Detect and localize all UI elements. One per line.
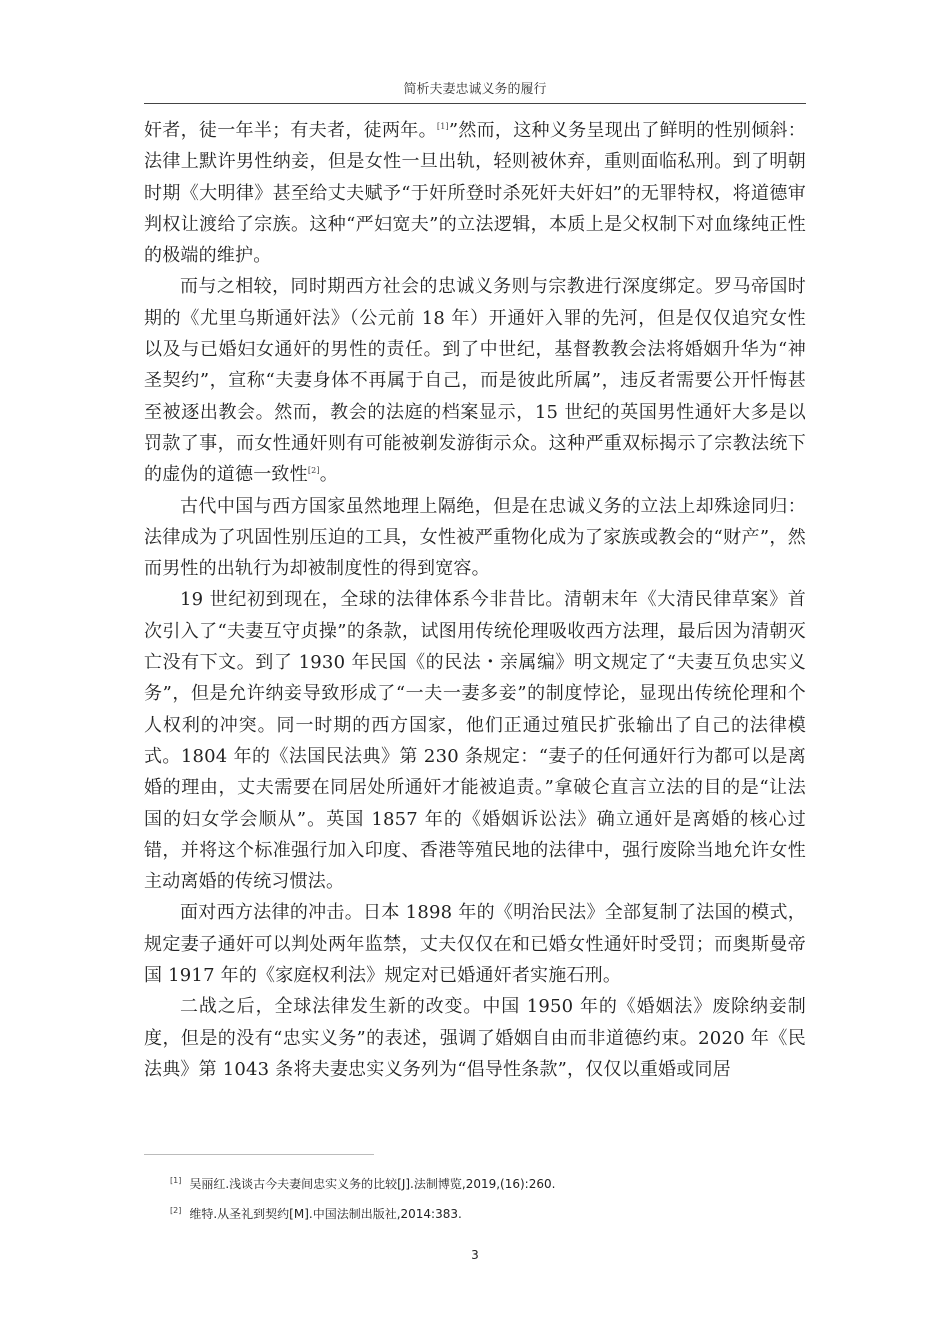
paragraph-6: 二战之后，全球法律发生新的改变。中国 1950 年的《婚姻法》废除纳妾制度，但是的没有“忠实义务”的表述，强调了婚姻自由而非道德约束。2020 年《民法典》第 1043 条将夫妻忠实义务列为“倡导性条款”，仅仅以重婚或同居 (144, 996, 806, 1080)
footnote-ref-1[interactable]: [1] (436, 122, 449, 131)
paragraph-text: 。 (319, 464, 338, 486)
paragraph-3: 古代中国与西方国家虽然地理上隔绝，但是在忠诚义务的立法上却殊途同归：法律成为了巩固性别压迫的工具，女性被严重物化成为了家族或教会的“财产”，然而男性的出轨行为却被制度性的得到宽容。 (144, 495, 806, 580)
paragraph-text: ”然而，这种义务呈现出了鲜明的性别倾斜：法律上默许男性纳妾，但是女性一旦出轨，轻则被休弃，重则面临私刑。到了明朝时期《大明律》甚至给丈夫赋予“于奸所登时杀死奸夫奸妇”的无罪特权，将道德审判权让渡给了宗族。这种“严妇宽夫”的立法逻辑，本质上是父权制下对血缘纯正性的极端的维护。 (144, 120, 806, 267)
paragraph-5: 面对西方法律的冲击。日本 1898 年的《明治民法》全部复制了法国的模式，规定妻子通奸可以判处两年监禁，丈夫仅仅在和已婚女性通奸时受罚；而奥斯曼帝国 1917 年的《家庭权利法》规定对已婚通奸者实施石刑。 (144, 902, 806, 987)
page-number: 3 (471, 1248, 479, 1262)
running-header: 简析夫妻忠诚义务的履行 (144, 78, 806, 104)
footnote-text: 吴丽红.浅谈古今夫妻间忠实义务的比较[J].法制博览,2019,(16):260. (189, 1177, 556, 1191)
footnote-ref-2[interactable]: [2] (307, 466, 320, 476)
paragraph-text: 奸者，徒一年半；有夫者，徒两年。 (144, 120, 437, 141)
body-text (144, 115, 806, 1085)
footnote-separator (144, 1154, 374, 1155)
footnote-mark: [2] (170, 1206, 182, 1215)
footnote-1 (170, 1176, 790, 1192)
footnote-2 (170, 1206, 790, 1222)
paragraph-4: 19 世纪初到现在，全球的法律体系今非昔比。清朝末年《大清民律草案》首次引入了“夫妻互守贞操”的条款，试图用传统伦理吸收西方法理，最后因为清朝灭亡没有下文。到了 1930 年民国《的民法・亲属编》明文规定了“夫妻互负忠实义务”，但是允许纳妾导致形成了“一夫一妻多妾”的制度悖论，显现出传统伦理和个人权利的冲突。同一时期的西方国家，他们正通过殖民扩张输出了自己的法律模式。1804 年的《法国民法典》第 230 条规定：“妻子的任何通奸行为都可以是离婚的理由，丈夫需要在同居处所通奸才能被追责。”拿破仑直言立法的目的是“让法国的妇女学会顺从”。英国 1857 年的《婚姻诉讼法》确立通奸是离婚的核心过错，并将这个标准强行加入印度、香港等殖民地的法律中，强行废除当地允许女性主动离婚的传统习惯法。 (144, 589, 806, 893)
footnote-text: 维特.从圣礼到契约[M].中国法制出版社,2014:383. (189, 1207, 462, 1221)
footnote-mark: [1] (170, 1176, 182, 1185)
paragraph-text: 而与之相较，同时期西方社会的忠诚义务则与宗教进行深度绑定。罗马帝国时期的《尤里乌斯通奸法》（公元前 18 年）开通奸入罪的先河，但是仅仅追究女性以及与已婚妇女通奸的男性的责任。到了中世纪，基督教教会法将婚姻升华为“神圣契约”，宣称“夫妻身体不再属于自己，而是彼此所属”，违反者需要公开忏悔甚至被逐出教会。然而，教会的法庭的档案显示，15 世纪的英国男性通奸大多是以罚款了事，而女性通奸则有可能被剃发游街示众。这种严重双标揭示了宗教法统下的虚伪的道德一致性 (144, 276, 806, 486)
paragraph-2 (144, 271, 806, 490)
paragraph-1 (144, 115, 806, 271)
footnotes (170, 1176, 790, 1236)
